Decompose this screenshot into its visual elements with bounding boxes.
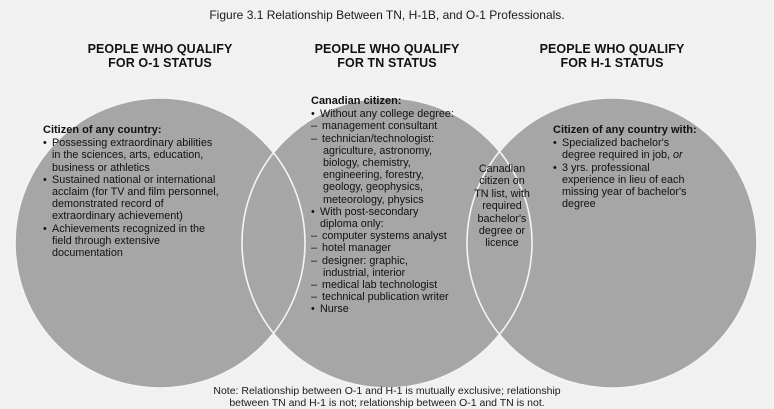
list-item: • Specialized bachelor's degree required in job, or (553, 137, 723, 161)
h1-heading-line1: PEOPLE WHO QUALIFY (539, 42, 685, 56)
tn-heading (267, 42, 507, 70)
list-item: • With post-secondary diploma only: (311, 206, 491, 230)
list-item: • Achievements recognized in the field through extensive documentation (43, 223, 273, 260)
tn-heading-line2: FOR TN STATUS (337, 56, 437, 70)
list-item: • Possessing extraordinary abilities in the sciences, arts, education, business or athletics (43, 137, 273, 174)
figure-note (0, 385, 774, 409)
figure-title: Figure 3.1 Relationship Between TN, H-1B, and O-1 Professionals. (209, 8, 565, 22)
list-item: – designer: graphic, (311, 255, 491, 267)
list-item: agriculture, astronomy, (323, 144, 433, 157)
or-word: or (673, 149, 683, 162)
o1-heading (40, 42, 280, 70)
list-item: engineering, forestry, (323, 169, 424, 182)
list-item: • 3 yrs. professional experience in lieu of each missing year of bachelor's degree (553, 162, 723, 211)
list-item: – management consultant (311, 120, 491, 132)
list-item: – computer systems analyst (311, 230, 491, 242)
list-item: biology, chemistry, (323, 157, 411, 170)
list-item: industrial, interior (323, 266, 406, 279)
tn-criteria (311, 95, 491, 316)
o1-bullet-list (43, 137, 273, 259)
list-item: meteorology, physics (323, 193, 424, 206)
note-line1: Note: Relationship between O-1 and H-1 is mutually exclusive; relationship (213, 385, 561, 397)
h1-heading (492, 42, 732, 70)
tn-h1-intersection-text: Canadian citizen on TN list, with required bachelor's degree or licence (474, 163, 530, 250)
o1-heading-line2: FOR O-1 STATUS (108, 56, 212, 70)
o1-block-title: Citizen of any country: (43, 124, 162, 136)
tn-heading-line1: PEOPLE WHO QUALIFY (314, 42, 460, 56)
h1-heading-line2: FOR H-1 STATUS (560, 56, 664, 70)
tn-bullet-list (311, 108, 491, 315)
note-line2: between TN and H-1 is not; relationship between O-1 and TN is not. (229, 397, 545, 409)
list-item: – hotel manager (311, 242, 491, 254)
list-item: geology, geophysics, (323, 181, 424, 194)
h1-block-title: Citizen of any country with: (553, 124, 697, 136)
list-item: – technician/technologist: (311, 133, 491, 145)
o1-heading-line1: PEOPLE WHO QUALIFY (87, 42, 233, 56)
tn-block-title: Canadian citizen: (311, 95, 402, 107)
list-item: • Without any college degree: (311, 108, 491, 120)
list-item: • Sustained national or international acclaim (for TV and film personnel, demonstrated record of extraordinary achievement) (43, 174, 273, 223)
list-item: • Nurse (311, 303, 491, 315)
list-item: – medical lab technologist (311, 279, 491, 291)
list-item: – technical publication writer (311, 291, 491, 303)
h1-bullet-list (553, 137, 723, 210)
o1-criteria (43, 124, 273, 259)
h1-criteria (553, 124, 723, 210)
